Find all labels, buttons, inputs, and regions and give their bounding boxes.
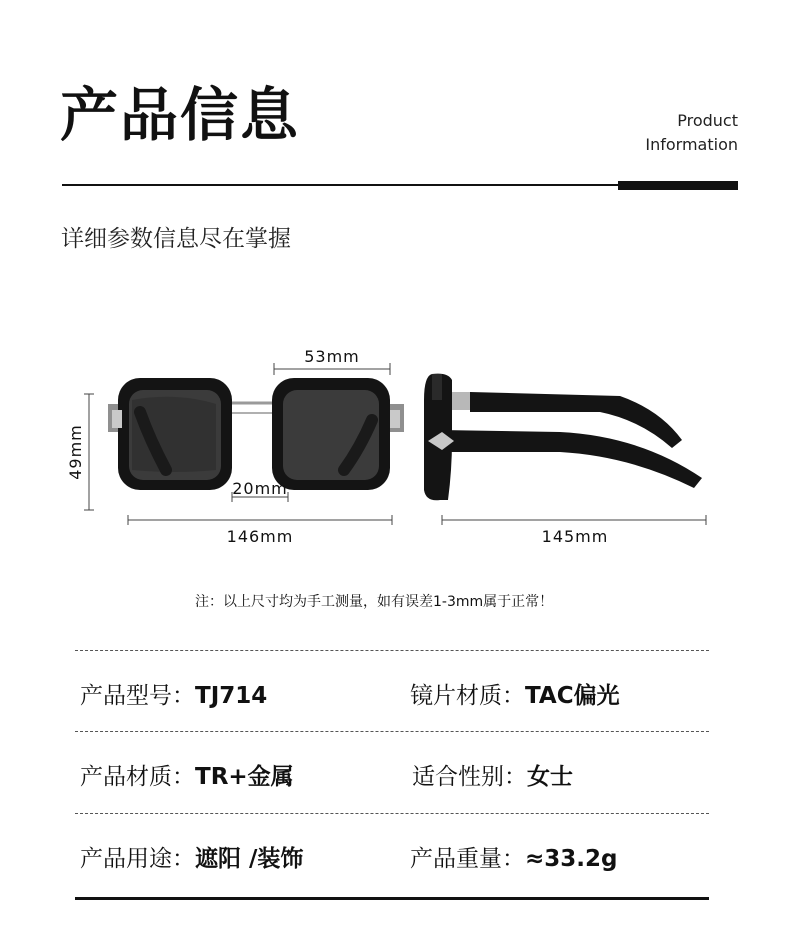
- spec-divider: [75, 650, 709, 651]
- spec-label: 适合性别：: [412, 764, 527, 790]
- page-title: 产品信息: [60, 81, 301, 149]
- measurement-note: 注：以上尺寸均为手工测量，如有误差1-3mm属于正常！: [195, 594, 554, 610]
- bridge-label: 20mm: [232, 479, 288, 498]
- spec-usage: [80, 840, 303, 873]
- spec-label: 产品型号：: [80, 683, 195, 709]
- spec-value: TAC偏光: [525, 683, 620, 709]
- temple-length-label: 145mm: [541, 527, 609, 546]
- spec-divider: [75, 731, 709, 732]
- spec-gender: [412, 758, 573, 791]
- spec-label: 镜片材质：: [410, 683, 525, 709]
- spec-value: ≈33.2g: [525, 846, 618, 872]
- spec-label: 产品用途：: [80, 846, 195, 872]
- side-view-image: [424, 374, 702, 501]
- title-en-line2: Information: [645, 135, 738, 154]
- spec-value: 遮阳 /装饰: [195, 846, 304, 872]
- spec-value: TR+金属: [195, 764, 294, 790]
- spec-label: 产品材质：: [80, 764, 195, 790]
- spec-value: TJ714: [195, 683, 268, 709]
- spec-weight: [410, 840, 617, 873]
- spec-value: 女士: [527, 764, 573, 790]
- footer-divider: [75, 897, 709, 900]
- frame-width-label: 146mm: [226, 527, 294, 546]
- title-en-line1: Product: [677, 111, 738, 130]
- spec-lens-material: [410, 677, 620, 710]
- lens-height-label: 49mm: [66, 424, 85, 480]
- spec-model: [80, 677, 267, 710]
- lens-width-label: 53mm: [304, 347, 360, 366]
- spec-divider: [75, 813, 709, 814]
- front-view-image: [108, 378, 404, 490]
- spec-material: [80, 758, 294, 791]
- tagline: 详细参数信息尽在掌握: [61, 226, 291, 252]
- spec-label: 产品重量：: [410, 846, 525, 872]
